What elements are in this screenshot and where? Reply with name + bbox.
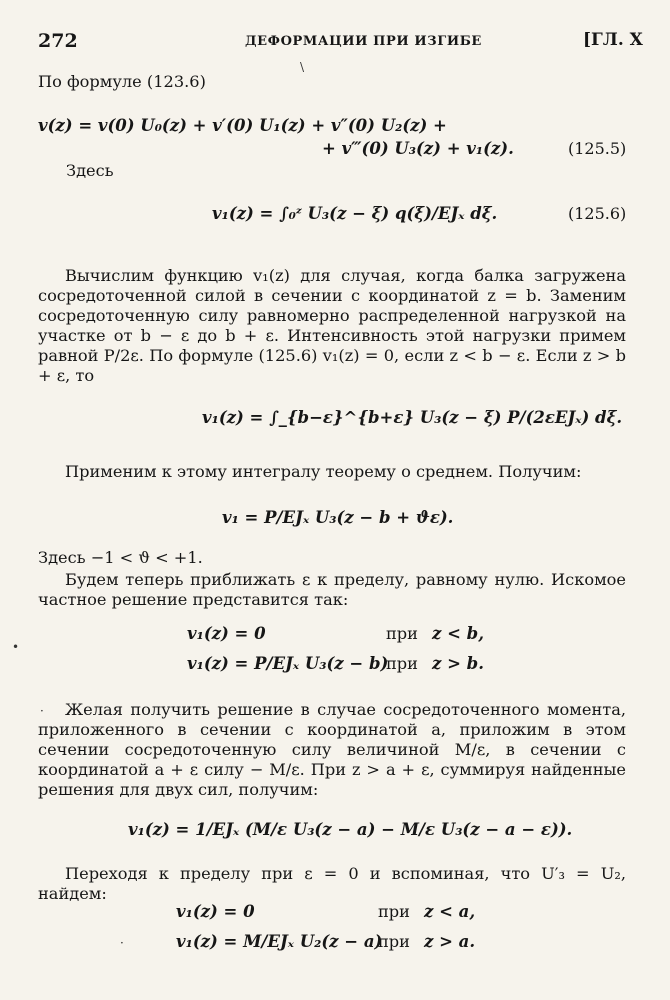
equation-integral-load: v₁(z) = ∫_{b−ε}^{b+ε} U₃(z − ξ) P/(2εEJₓ) dξ. [202,408,623,427]
paragraph-mean-value: Применим к этому интегралу теорему о среднем. Получим: [65,462,582,481]
equation-125-6: v₁(z) = ∫₀ᶻ U₃(z − ξ) q(ξ)/EJₓ dξ. [212,204,498,223]
equation-moment-case-2-cond: z > a. [424,932,476,951]
paragraph-limit: Будем теперь приближать ε к пределу, равному нулю. Искомое частное решение представится так: [38,570,626,609]
equation-mean-value-result: v₁ = P/EJₓ U₃(z − b + ϑε). [222,508,454,527]
page-number: 272 [38,30,78,52]
equation-moment-case-1-lhs: v₁(z) = 0 [176,902,255,921]
equation-force-case-1-cond: z < b, [432,624,484,643]
equation-moment-case-1-cond: z < a, [424,902,476,921]
text-here-1: Здесь [66,161,114,180]
equation-two-forces: v₁(z) = 1/EJₓ (M/ε U₃(z − a) − M/ε U₃(z − a − ε)). [128,820,573,839]
text-theta-range: Здесь −1 < ϑ < +1. [38,548,203,567]
chapter-label: [ГЛ. X [583,30,643,50]
paragraph-point-force: Вычислим функцию v₁(z) для случая, когда балка загружена сосредоточенной силой в сечении с координатой z = b. Заменим сосредоточенную силу равномерно распределенной нагрузкой на участке от b − ε до b + ε. Интенсивность этой нагрузки примем равной P/2ε. По формуле (125.6) v₁(z) = 0, если z < b − ε. Если z > b + ε, то [38,266,626,385]
equation-125-5-line2: + v‴(0) U₃(z) + v₁(z). [322,139,514,158]
equation-force-case-1-lhs: v₁(z) = 0 [187,624,266,643]
equation-number-125-6: (125.6) [568,204,627,223]
equation-moment-case-1-when: при [378,902,410,921]
equation-moment-case-2-lhs: v₁(z) = M/EJₓ U₂(z − a) [176,932,383,951]
equation-125-5-line1: v(z) = v(0) U₀(z) + v′(0) U₁(z) + v″(0) U₂(z) + [38,116,447,135]
print-speck: · [120,936,124,950]
print-speck: • [12,640,20,654]
equation-force-case-2-cond: z > b. [432,654,484,673]
equation-force-case-1-when: при [386,624,418,643]
equation-number-125-5: (125.5) [568,139,627,158]
paragraph-point-moment: Желая получить решение в случае сосредоточенного момента, приложенного в сечении с координатой a, приложим в этом сечении сосредоточенную силу величиной M/ε, в сечении с координатой a + ε силу − M/ε. При z > a + ε, суммируя найденные решения для двух сил, получим: [38,700,626,799]
equation-force-case-2-when: при [386,654,418,673]
print-speck: \ [300,60,305,74]
paragraph-moment-limit: Переходя к пределу при ε = 0 и вспоминая, что U′₃ = U₂, найдем: [38,864,626,903]
equation-moment-case-2-when: при [378,932,410,951]
running-title: ДЕФОРМАЦИИ ПРИ ИЗГИБЕ [245,34,482,49]
print-speck: · [40,704,44,718]
equation-force-case-2-lhs: v₁(z) = P/EJₓ U₃(z − b) [187,654,389,673]
text-formula-ref: По формуле (123.6) [38,72,206,91]
